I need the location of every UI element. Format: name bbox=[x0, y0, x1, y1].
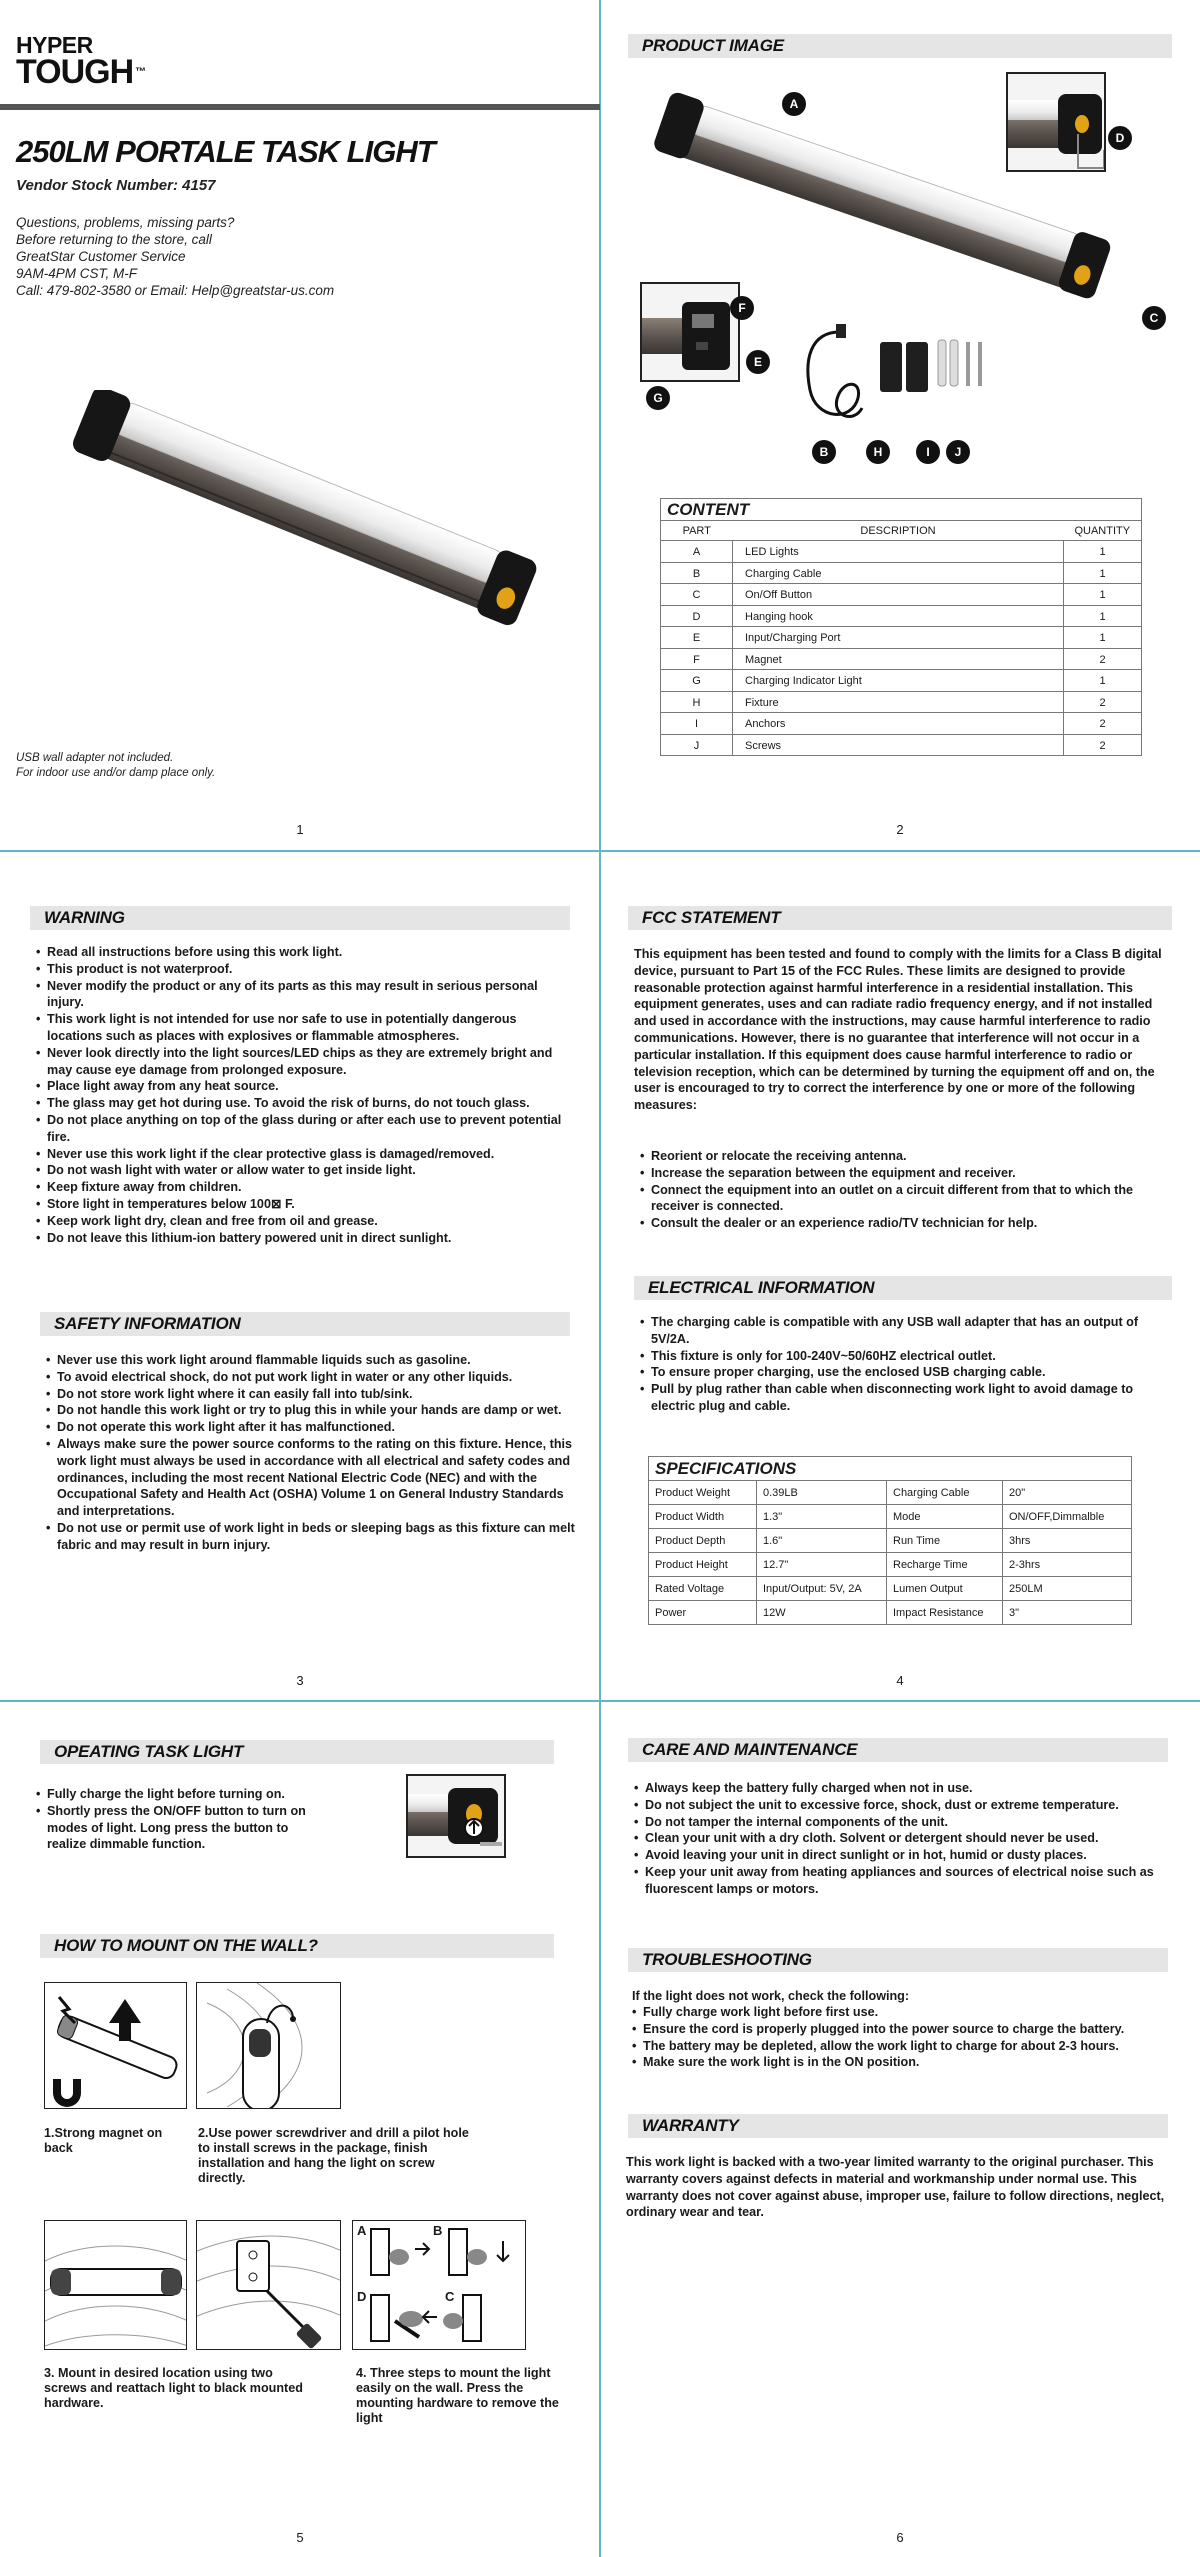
table-row bbox=[649, 1505, 1132, 1529]
list-item: • Never look directly into the light sources/LED chips as they are extremely bright and may cause eye damage from prolonged exposure. bbox=[36, 1045, 566, 1079]
spec-label: Impact Resistance bbox=[887, 1601, 1003, 1625]
description-cell: Screws bbox=[733, 734, 1064, 756]
spec-label: Product Height bbox=[649, 1553, 757, 1577]
list-item: • Ensure the cord is properly plugged into the power source to charge the battery. bbox=[632, 2021, 1172, 2038]
list-item: • The charging cable is compatible with any USB wall adapter that has an output of 5V/2A. bbox=[640, 1314, 1170, 1348]
callout-d: D bbox=[1108, 126, 1132, 150]
table-row bbox=[661, 734, 1142, 756]
spec-label: Rated Voltage bbox=[649, 1577, 757, 1601]
contact-line: Before returning to the store, call bbox=[16, 232, 212, 247]
product-title: 250LM PORTALE TASK LIGHT bbox=[16, 134, 435, 169]
care-heading: CARE AND MAINTENANCE bbox=[628, 1738, 1168, 1762]
list-item: • Store light in temperatures below 100⊠ F. bbox=[36, 1196, 566, 1213]
spec-value: 250LM bbox=[1003, 1577, 1132, 1601]
list-item: • The battery may be depleted, allow the work light to charge for about 2-3 hours. bbox=[632, 2038, 1172, 2055]
spec-label: Product Width bbox=[649, 1505, 757, 1529]
description-cell: LED Lights bbox=[733, 541, 1064, 563]
spec-label: Power bbox=[649, 1601, 757, 1625]
mount-step-4-image bbox=[352, 2220, 526, 2350]
quantity-cell: 1 bbox=[1064, 584, 1142, 606]
warranty-text: This work light is backed with a two-year limited warranty to the original purchaser. This warranty covers against defects in material and workmanship under normal use. This warranty does not cover against abuse, improper use, failure to follow directions, neglect, ordinary wear and tear. bbox=[626, 2155, 1165, 2220]
quantity-cell: 1 bbox=[1064, 627, 1142, 649]
spec-label: Mode bbox=[887, 1505, 1003, 1529]
step-caption-3: 3. Mount in desired location using two screws and reattach light to black mounted hardware. bbox=[44, 2366, 303, 2410]
list-item: • Shortly press the ON/OFF button to turn on modes of light. Long press the button to realize dimmable function. bbox=[36, 1803, 326, 1853]
button-detail-image bbox=[406, 1774, 506, 1858]
callout-g: G bbox=[646, 386, 670, 410]
table-row bbox=[661, 648, 1142, 670]
spec-label: Product Depth bbox=[649, 1529, 757, 1553]
mount-heading: HOW TO MOUNT ON THE WALL? bbox=[40, 1934, 554, 1958]
list-item: • Never use this work light around flammable liquids such as gasoline. bbox=[46, 1352, 576, 1369]
list-item: • Fully charge work light before first use. bbox=[632, 2004, 1172, 2021]
list-item: • Do not use or permit use of work light in beds or sleeping bags as this fixture can melt fabric and may result in burn injury. bbox=[46, 1520, 576, 1554]
description-cell: Magnet bbox=[733, 648, 1064, 670]
part-cell: D bbox=[661, 605, 733, 627]
callout-c: C bbox=[1142, 306, 1166, 330]
callout-b: B bbox=[812, 440, 836, 464]
list-item: • The glass may get hot during use. To avoid the risk of burns, do not touch glass. bbox=[36, 1095, 566, 1112]
page-number: 5 bbox=[296, 2530, 304, 2545]
hook-detail-thumbnail bbox=[1006, 72, 1106, 172]
spec-value: Input/Output: 5V, 2A bbox=[757, 1577, 887, 1601]
part-cell: I bbox=[661, 713, 733, 735]
page-number: 4 bbox=[896, 1673, 904, 1688]
table-header: QUANTITY bbox=[1064, 521, 1142, 541]
quantity-cell: 1 bbox=[1064, 605, 1142, 627]
mount-step-3b-image bbox=[196, 2220, 341, 2350]
table-row bbox=[649, 1553, 1132, 1577]
contact-line: 9AM-4PM CST, M-F bbox=[16, 266, 138, 281]
quantity-cell: 1 bbox=[1064, 541, 1142, 563]
description-cell: Anchors bbox=[733, 713, 1064, 735]
spec-value: 0.39LB bbox=[757, 1481, 887, 1505]
list-item: • Do not subject the unit to excessive force, shock, dust or extreme temperature. bbox=[634, 1797, 1174, 1814]
spec-label: Product Weight bbox=[649, 1481, 757, 1505]
warning-list bbox=[36, 944, 566, 1246]
description-cell: Fixture bbox=[733, 691, 1064, 713]
operating-heading: OPEATING TASK LIGHT bbox=[40, 1740, 554, 1764]
safety-list bbox=[46, 1352, 576, 1554]
troubleshooting-intro: If the light does not work, check the following: bbox=[632, 1989, 910, 2003]
contact-block bbox=[16, 214, 334, 299]
fcc-measures bbox=[640, 1148, 1170, 1232]
step-caption-4: 4. Three steps to mount the light easily on the wall. Press the mounting hardware to remove the light bbox=[356, 2366, 559, 2425]
spec-label: Charging Cable bbox=[887, 1481, 1003, 1505]
part-cell: A bbox=[661, 541, 733, 563]
page-3 bbox=[0, 852, 600, 1704]
list-item: • Do not wash light with water or allow water to get inside light. bbox=[36, 1162, 566, 1179]
product-photo bbox=[60, 390, 540, 640]
table-row bbox=[661, 605, 1142, 627]
list-item: • Make sure the work light is in the ON position. bbox=[632, 2054, 1172, 2071]
table-row bbox=[661, 691, 1142, 713]
description-cell: Charging Indicator Light bbox=[733, 670, 1064, 692]
part-cell: C bbox=[661, 584, 733, 606]
spec-value: 1.3" bbox=[757, 1505, 887, 1529]
accessories-image bbox=[800, 320, 990, 430]
electrical-heading: ELECTRICAL INFORMATION bbox=[634, 1276, 1172, 1300]
list-item: • Avoid leaving your unit in direct sunlight or in hot, humid or dusty places. bbox=[634, 1847, 1174, 1864]
table-header: DESCRIPTION bbox=[733, 521, 1064, 541]
list-item: • Keep work light dry, clean and free from oil and grease. bbox=[36, 1213, 566, 1230]
step-label-a: A bbox=[357, 2223, 367, 2238]
callout-h: H bbox=[866, 440, 890, 464]
list-item: • Pull by plug rather than cable when disconnecting work light to avoid damage to electric plug and cable. bbox=[640, 1381, 1170, 1415]
warranty-heading: WARRANTY bbox=[628, 2114, 1168, 2138]
list-item: • Always make sure the power source conforms to the rating on this fixture. Hence, this work light must always be used in accordance with all electrical and safety codes and ordinances, including the most recent National Electric Code (NEC) and with the Occupational Safety and Health Act (OSHA) Volume 1 on General Industry Standards and interpretations. bbox=[46, 1436, 576, 1520]
table-row bbox=[661, 670, 1142, 692]
spec-value: 3" bbox=[1003, 1601, 1132, 1625]
callout-f: F bbox=[730, 296, 754, 320]
page-number: 6 bbox=[896, 2530, 904, 2545]
description-cell: Hanging hook bbox=[733, 605, 1064, 627]
safety-heading: SAFETY INFORMATION bbox=[40, 1312, 570, 1336]
callout-e: E bbox=[746, 350, 770, 374]
logo-bottom: TOUGH bbox=[16, 53, 134, 91]
description-cell: On/Off Button bbox=[733, 584, 1064, 606]
spec-label: Run Time bbox=[887, 1529, 1003, 1553]
vendor-stock-number: Vendor Stock Number: 4157 bbox=[16, 177, 216, 194]
list-item: • Do not handle this work light or try to plug this in while your hands are damp or wet. bbox=[46, 1402, 576, 1419]
spec-value: ON/OFF,Dimmalble bbox=[1003, 1505, 1132, 1529]
quantity-cell: 2 bbox=[1064, 648, 1142, 670]
table-row bbox=[661, 562, 1142, 584]
table-row bbox=[661, 584, 1142, 606]
spec-value: 12.7" bbox=[757, 1553, 887, 1577]
list-item: • Never use this work light if the clear protective glass is damaged/removed. bbox=[36, 1146, 566, 1163]
table-row bbox=[661, 627, 1142, 649]
step-caption-2: 2.Use power screwdriver and drill a pilot hole to install screws in the package, finish installation and hang the light on screw directly. bbox=[198, 2126, 469, 2185]
callout-j: J bbox=[946, 440, 970, 464]
magnet-port-thumbnail bbox=[640, 282, 740, 382]
page-1 bbox=[0, 0, 600, 852]
quantity-cell: 1 bbox=[1064, 562, 1142, 584]
spec-value: 20" bbox=[1003, 1481, 1132, 1505]
spec-value: 12W bbox=[757, 1601, 887, 1625]
description-cell: Input/Charging Port bbox=[733, 627, 1064, 649]
electrical-list bbox=[640, 1314, 1170, 1415]
part-cell: B bbox=[661, 562, 733, 584]
list-item: • Read all instructions before using this work light. bbox=[36, 944, 566, 961]
contact-line: Call: 479-802-3580 or Email: Help@greatstar-us.com bbox=[16, 283, 335, 298]
description-cell: Charging Cable bbox=[733, 562, 1064, 584]
fcc-heading: FCC STATEMENT bbox=[628, 906, 1172, 930]
notes bbox=[16, 751, 215, 781]
part-cell: H bbox=[661, 691, 733, 713]
part-cell: G bbox=[661, 670, 733, 692]
page-6 bbox=[600, 1702, 1200, 2557]
table-row bbox=[649, 1601, 1132, 1625]
logo-tm: ™ bbox=[135, 66, 146, 78]
contact-line: GreatStar Customer Service bbox=[16, 249, 186, 264]
content-table-title: CONTENT bbox=[660, 498, 1142, 520]
content-table bbox=[660, 520, 1142, 756]
care-list bbox=[634, 1780, 1174, 1898]
specifications-table bbox=[648, 1456, 1132, 1625]
mount-step-2-image bbox=[196, 1982, 341, 2109]
mount-step-3-image bbox=[44, 2220, 187, 2350]
list-item: • Do not leave this lithium-ion battery powered unit in direct sunlight. bbox=[36, 1230, 566, 1247]
quantity-cell: 2 bbox=[1064, 713, 1142, 735]
section-heading: PRODUCT IMAGE bbox=[628, 34, 1172, 58]
step-label-b: B bbox=[433, 2223, 443, 2238]
quantity-cell: 2 bbox=[1064, 734, 1142, 756]
list-item: • Keep fixture away from children. bbox=[36, 1179, 566, 1196]
page-5 bbox=[0, 1702, 600, 2557]
list-item: • Do not place anything on top of the glass during or after each use to prevent potential fire. bbox=[36, 1112, 566, 1146]
callout-a: A bbox=[782, 92, 806, 116]
header-rule bbox=[0, 104, 600, 110]
spec-value: 2-3hrs bbox=[1003, 1553, 1132, 1577]
table-row bbox=[649, 1481, 1132, 1505]
step-caption-1: 1.Strong magnet on back bbox=[44, 2126, 163, 2155]
part-cell: F bbox=[661, 648, 733, 670]
table-row bbox=[649, 1529, 1132, 1553]
list-item: • Reorient or relocate the receiving antenna. bbox=[640, 1148, 1170, 1165]
list-item: • Never modify the product or any of its parts as this may result in serious personal injury. bbox=[36, 978, 566, 1012]
troubleshooting-list bbox=[632, 2004, 1172, 2071]
list-item: • Do not operate this work light after it has malfunctioned. bbox=[46, 1419, 576, 1436]
spec-value: 3hrs bbox=[1003, 1529, 1132, 1553]
part-cell: J bbox=[661, 734, 733, 756]
callout-i: I bbox=[916, 440, 940, 464]
specifications-title: SPECIFICATIONS bbox=[649, 1457, 1132, 1481]
spec-label: Recharge Time bbox=[887, 1553, 1003, 1577]
list-item: • Always keep the battery fully charged when not in use. bbox=[634, 1780, 1174, 1797]
part-cell: E bbox=[661, 627, 733, 649]
list-item: • This work light is not intended for use nor safe to use in potentially dangerous locations such as places with explosives or flammable atmospheres. bbox=[36, 1011, 566, 1045]
note-line: For indoor use and/or damp place only. bbox=[16, 767, 216, 779]
operating-list bbox=[36, 1786, 326, 1853]
table-row bbox=[661, 713, 1142, 735]
list-item: • Consult the dealer or an experience radio/TV technician for help. bbox=[640, 1215, 1170, 1232]
troubleshooting-heading: TROUBLESHOOTING bbox=[628, 1948, 1168, 1972]
table-row bbox=[649, 1577, 1132, 1601]
list-item: • Do not store work light where it can easily fall into tub/sink. bbox=[46, 1386, 576, 1403]
list-item: • Fully charge the light before turning on. bbox=[36, 1786, 326, 1803]
list-item: • Do not tamper the internal components of the unit. bbox=[634, 1814, 1174, 1831]
list-item: • This fixture is only for 100-240V~50/60HZ electrical outlet. bbox=[640, 1348, 1170, 1365]
brand-logo bbox=[16, 32, 146, 91]
page-number: 1 bbox=[296, 822, 304, 837]
spec-value: 1.6" bbox=[757, 1529, 887, 1553]
spec-label: Lumen Output bbox=[887, 1577, 1003, 1601]
note-line: USB wall adapter not included. bbox=[16, 752, 174, 764]
list-item: • Clean your unit with a dry cloth. Solvent or detergent should never be used. bbox=[634, 1830, 1174, 1847]
list-item: • This product is not waterproof. bbox=[36, 961, 566, 978]
list-item: • Place light away from any heat source. bbox=[36, 1078, 566, 1095]
page-number: 2 bbox=[896, 822, 904, 837]
step-label-d: D bbox=[357, 2289, 367, 2304]
contact-line: Questions, problems, missing parts? bbox=[16, 215, 235, 230]
logo-top: HYPER bbox=[16, 32, 93, 58]
list-item: • Connect the equipment into an outlet on a circuit different from that to which the receiver is connected. bbox=[640, 1182, 1170, 1216]
fcc-statement: This equipment has been tested and found to comply with the limits for a Class B digital device, pursuant to Part 15 of the FCC Rules. These limits are designed to provide reasonable protection against harmful interference in a residential installation. This equipment generates, uses and can radiate radio frequency energy, and if not installed and used in accordance with the instructions, may cause harmful interference to radio communications. However, there is no guarantee that interference will not occur in a particular installation. If this equipment does cause harmful interference to radio or television reception, which can be determined by turning the equipment off and on, the user is encouraged to try to correct the interference by one or more of the following measures: bbox=[634, 947, 1162, 1113]
table-row bbox=[661, 541, 1142, 563]
list-item: • To ensure proper charging, use the enclosed USB charging cable. bbox=[640, 1364, 1170, 1381]
mount-step-1-image bbox=[44, 1982, 187, 2109]
table-header-row bbox=[661, 521, 1142, 541]
table-header: PART bbox=[661, 521, 733, 541]
quantity-cell: 2 bbox=[1064, 691, 1142, 713]
list-item: • Increase the separation between the equipment and receiver. bbox=[640, 1165, 1170, 1182]
page-number: 3 bbox=[296, 1673, 304, 1688]
quantity-cell: 1 bbox=[1064, 670, 1142, 692]
list-item: • Keep your unit away from heating appliances and sources of electrical noise such as fluorescent lamps or motors. bbox=[634, 1864, 1174, 1898]
list-item: • To avoid electrical shock, do not put work light in water or any other liquids. bbox=[46, 1369, 576, 1386]
warning-heading: WARNING bbox=[30, 906, 570, 930]
step-label-c: C bbox=[445, 2289, 455, 2304]
